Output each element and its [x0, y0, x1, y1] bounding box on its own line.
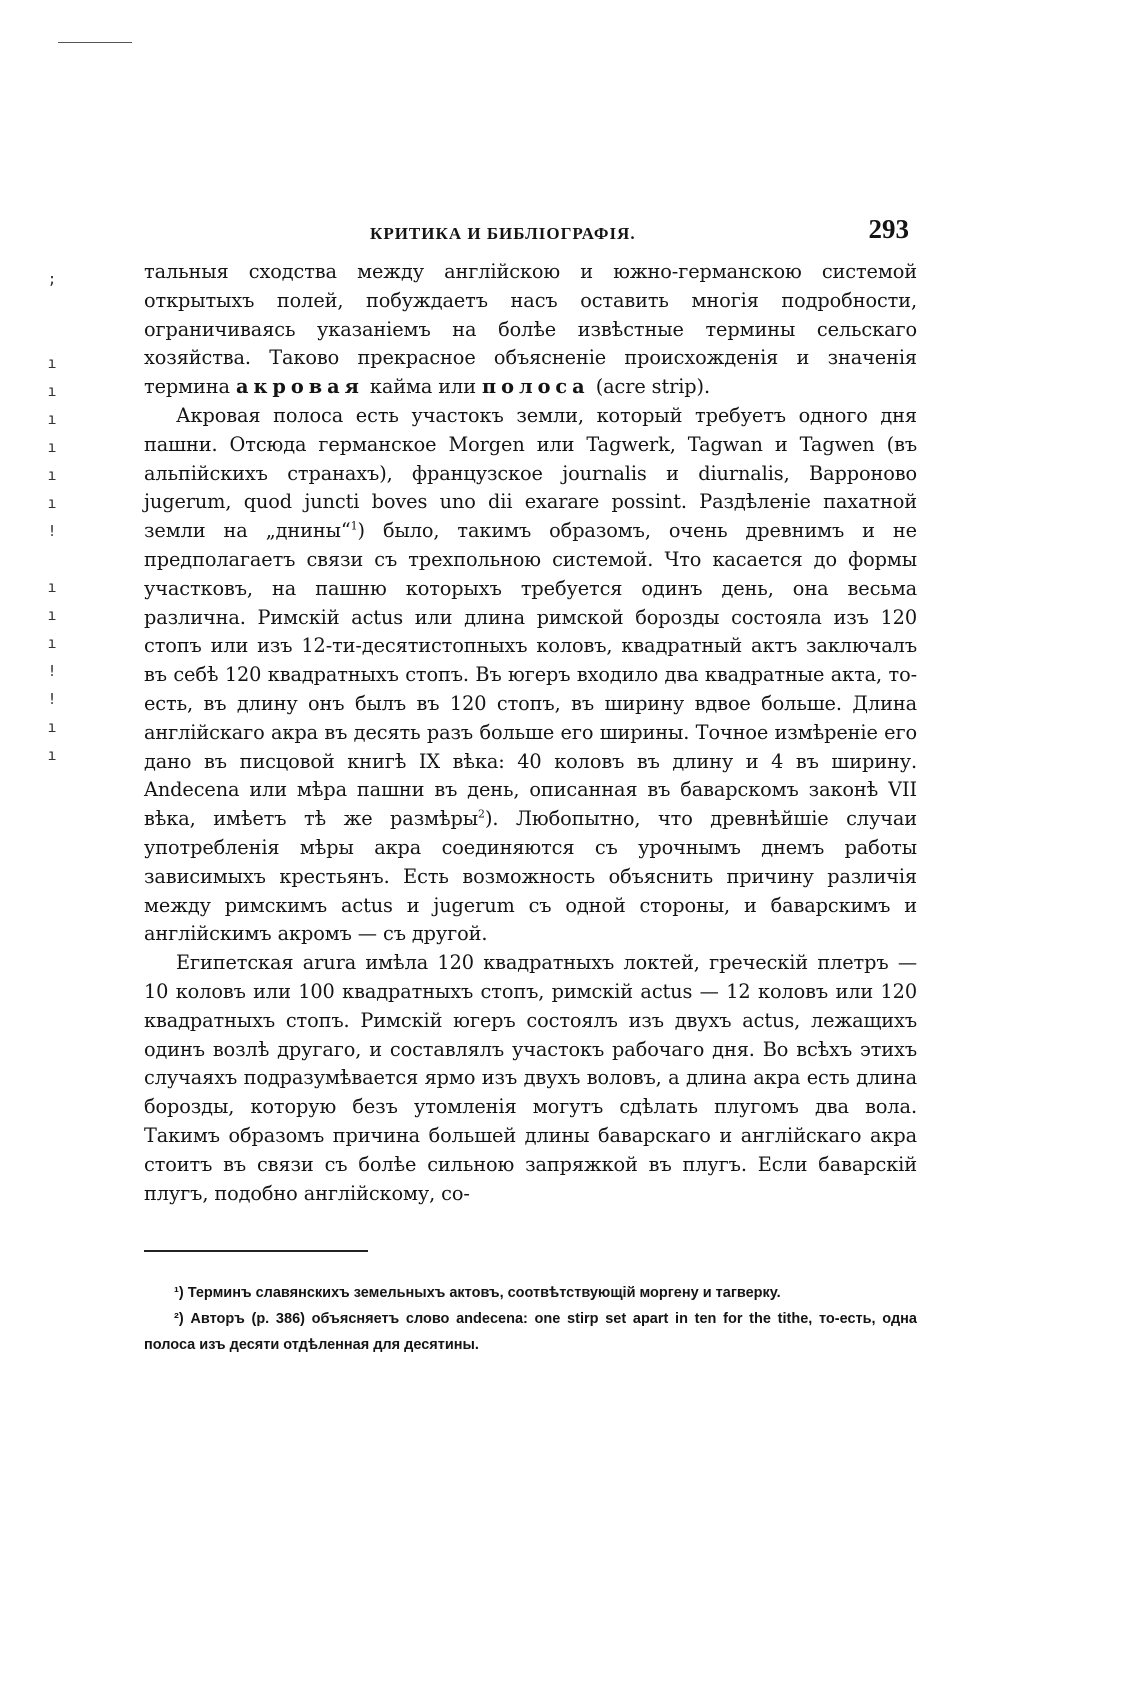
paragraph-2-part1: Акровая полоса есть участокъ земли, который требуетъ одного дня пашни. Отсюда германское Morgen или Tagwerk, Tagwan и Tagwen (въ альпійскихъ странахъ), французское journalis и diurnalis, Варроново jugerum, quod juncti boves uno dii exarare possint. Раздѣленіе пахатной земли на „днины“: [144, 403, 917, 543]
footnote-1-text: ) Терминъ славянскихъ земельныхъ актовъ, соотвѣтствующій моргену и тагверку.: [178, 1285, 781, 1302]
margin-marks-text: ; ı ı ı ı ı ı ! ı ı ı ! ! ı ı: [47, 270, 57, 764]
paragraph-3: Египетская arura имѣла 120 квадратныхъ локтей, греческій плетръ — 10 коловъ или 100 квадратныхъ стопъ, римскій actus — 12 коловъ или 120 квадратныхъ стопъ. Римскій югеръ состоялъ изъ двухъ actus, лежащихъ одинъ возлѣ другаго, и составлялъ участокъ рабочаго дня. Во всѣхъ этихъ случаяхъ подразумѣвается ярмо изъ двухъ воловъ, а длина акра есть длина борозды, которую безъ утомленія могутъ сдѣлать плугомъ два вола. Такимъ образомъ причина большей длины баварскаго и англійскаго акра стоитъ въ связи съ болѣе сильною запряжкой въ плугъ. Если баварскій плугъ, подобно англійскому, со-: [144, 951, 917, 1205]
running-title: КРИТИКА И БИБЛІОГРАФІЯ.: [370, 224, 636, 243]
margin-scan-marks: [44, 265, 60, 769]
body-text: [144, 258, 917, 1208]
paragraph-2-part2: ) было, такимъ образомъ, очень древнимъ и не предполагаетъ связи съ трехпольною системой. Что касается до формы участковъ, на пашню которыхъ требуется одинъ день, она весьма различна. Римскій actus или длина римской борозды состояла изъ 120 стопъ или изъ 12-ти-десятистопныхъ коловъ, квадратный актъ заключалъ въ себѣ 120 квадратныхъ стопъ. Въ югеръ входило два квадратные акта, то-есть, въ длину онъ былъ въ 120 стопъ, въ ширину вдвое больше. Длина англійскаго акра въ десять разъ больше его ширины. Точное измѣреніе его дано въ писцовой книгѣ IX вѣка: 40 коловъ въ длину и 4 въ ширину. Andecena или мѣра пашни въ день, описанная въ баварскомъ законѣ VII вѣка, имѣетъ тѣ же размѣры: [144, 519, 917, 831]
paragraph-1-after: (acre strip).: [589, 375, 710, 399]
spaced-term-polosa: полоса: [482, 375, 590, 399]
footnote-2-text: ) Авторъ (p. 386) объясняетъ слово andecena: one stirp set apart in ten for the tithe, то-есть, одна полоса изъ десяти отдѣленная для десятины.: [144, 1311, 917, 1354]
book-page: [144, 214, 917, 1358]
running-head: [144, 214, 917, 258]
footnote-divider: [144, 1250, 368, 1252]
paragraph-1: [144, 258, 917, 402]
footnote-2: [144, 1306, 917, 1358]
paragraph-2-part3: ). Любопытно, что древнѣйшіе случаи употребленія мѣры акра соединяются съ урочнымъ днемъ работы зависимыхъ крестьянъ. Есть возможность объяснить причину различія между римскимъ actus и jugerum съ одной стороны, и баварскимъ и англійскимъ акромъ — съ другой.: [144, 807, 917, 946]
page-number: 293: [868, 214, 909, 244]
paragraph-1-middle: кайма или: [363, 375, 482, 399]
footnote-1: [144, 1280, 917, 1306]
scan-edge-line: [58, 42, 132, 43]
footnote-ref-2[interactable]: 2: [478, 807, 485, 821]
footnote-ref-1[interactable]: 1: [350, 519, 358, 533]
paragraph-2: [144, 402, 917, 949]
spaced-term-akrovaya: акровая: [235, 375, 364, 399]
footnote-2-marker: ²: [174, 1311, 179, 1328]
footnote-1-marker: ¹: [174, 1285, 179, 1302]
paragraph-1-before: тальныя сходства между англійскою и южно-германскою системой открытыхъ полей, побуждаетъ насъ оставить многія подробности, ограничиваясь указаніемъ на болѣе извѣстные термины сельскаго хозяйства. Таково прекрасное объясненіе происхожденія и значенія термина: [144, 260, 917, 399]
footnotes: [144, 1280, 917, 1358]
